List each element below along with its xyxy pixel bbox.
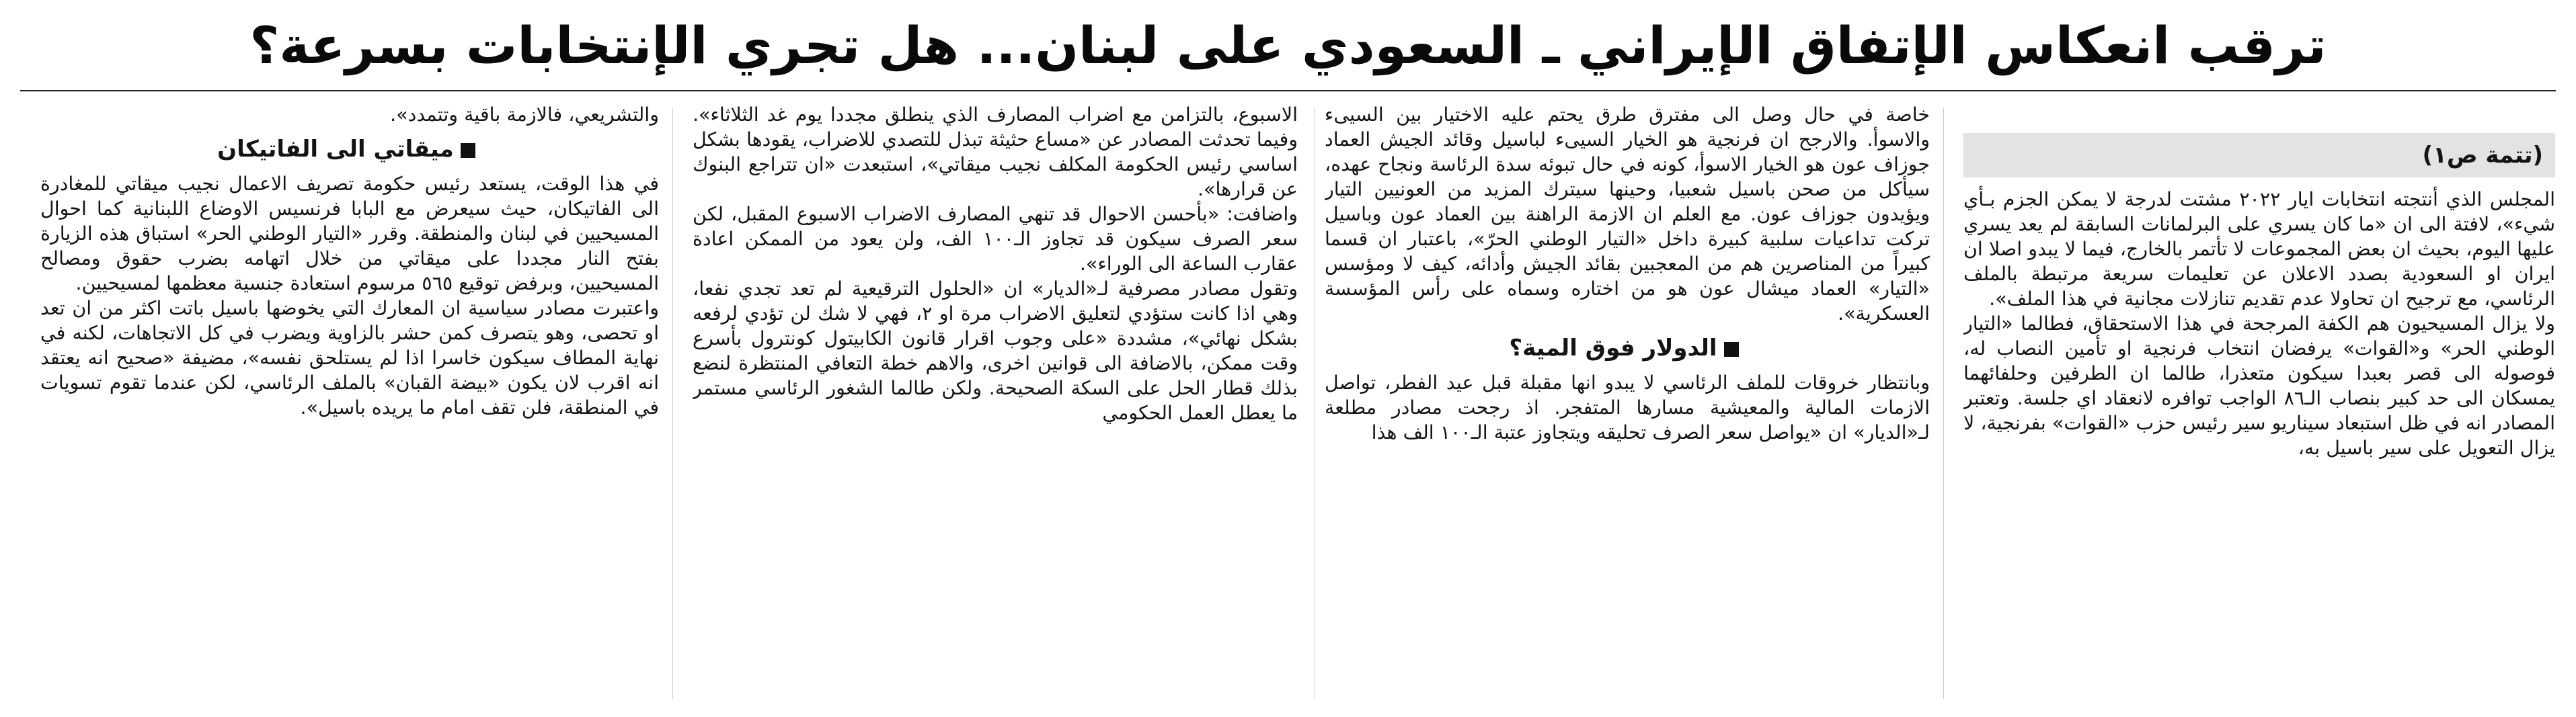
paragraph: الاسبوع، بالتزامن مع اضراب المصارف الذي ينطلق مجددا يوم غد الثلاثاء». وفيما تحدثت المصادر عن «مساع حثيثة تبذل للتصدي للاضراب، يقودها بشكل اساسي رئيس الحكومة المكلف نجيب ميقاتي»، استبعدت «ان تتراجع البنوك عن قرارها». (693, 103, 1298, 200)
article-column-3 (693, 102, 1298, 710)
paragraph: واعتبرت مصادر سياسية ان المعارك التي يخوضها باسيل باتت اكثر من ان تعد او تحصى، وهو يتصرف كمن حشر بالزاوية ويضرب في كل الاتجاهات، لكنه في نهاية المطاف سيكون خاسرا اذا لم يستلحق نفسه»، مضيفة «صحيح انه يعتقد انه اقرب لان يكون «بيضة القبان» بالملف الرئاسي، لكن عندما تقوم تسويات في المنطقة، فلن تقف امام ما يريده باسيل». (40, 297, 659, 419)
article-column-4 (40, 102, 659, 710)
article-column-2 (1325, 102, 1930, 710)
section-heading-text: الدولار فوق المية؟ (1509, 335, 1717, 362)
section-heading (1325, 331, 1930, 365)
square-bullet-icon (1724, 342, 1739, 357)
paragraph: المجلس الذي أنتجته انتخابات ايار ٢٠٢٢ مشتت لدرجة لا يمكن الجزم بـأي شيء»، لافتة الى ان «ما كان يسري على البرلمانات السابقة لم يعد يسري عليها اليوم، بحيث ان بعض المجموعات لا تأتمر بالخارج، فيما لا يبدو اصلا ان ايران او السعودية بصدد الاعلان عن تعليمات سريعة مرتبطة بالملف الرئاسي، مع ترجيح ان تحاولا عدم تقديم تنازلات مجانية في هذا الملف». (1963, 188, 2555, 310)
section-heading-text: ميقاتي الى الفاتيكان (217, 136, 454, 163)
continued-label: (تتمة ص١) (1963, 133, 2555, 177)
headline: ترقب انعكاس الإتفاق الإيراني ـ السعودي على لبنان... هل تجري الإنتخابات بسرعة؟ (249, 15, 2327, 75)
square-bullet-icon (461, 143, 475, 158)
paragraph: واضافت: «بأحسن الاحوال قد تنهي المصارف الاضراب الاسبوع المقبل، لكن سعر الصرف سيكون قد تجاوز الـ١٠٠ الف، ولن يعود من الممكن اعادة عقارب الساعة الى الوراء». (693, 203, 1298, 275)
paragraph: ولا يزال المسيحيون هم الكفة المرجحة في هذا الاستحقاق، فطالما «التيار الوطني الحر» و«القوات» يرفضان انتخاب فرنجية او تأمين النصاب له، فوصوله الى قصر بعبدا سيكون متعذرا، طالما ان الطرفين وحلفائهما يمسكان الى حد كبير بنصاب الـ٨٦ الواجب توافره لانعقاد اي جلسة. وتعتبر المصادر انه في ظل استبعاد سيناريو سير رئيس حزب «القوات» بفرنجية، لا يزال التعويل على سير باسيل به، (1963, 312, 2555, 459)
headline-rule (20, 90, 2556, 91)
paragraph: في هذا الوقت، يستعد رئيس حكومة تصريف الاعمال نجيب ميقاتي للمغادرة الى الفاتيكان، حيث سيعرض مع البابا فرنسيس الاوضاع اللبنانية كما احوال المسيحيين في لبنان والمنطقة. وقرر «التيار الوطني الحر» استباق هذه الزيارة بفتح النار مجددا على ميقاتي من خلال اتهامه بضرب حقوق ومصالح المسيحيين، وبرفض توقيع ٥٦٥ مرسوم استعادة جنسية معظمها لمسيحيين. (40, 173, 659, 294)
article-column-1 (1963, 102, 2555, 710)
section-heading (40, 132, 659, 166)
article-body (27, 102, 2555, 710)
paragraph: والتشريعي، فالازمة باقية وتتمدد». (390, 103, 659, 126)
paragraph: وتقول مصادر مصرفية لـ«الديار» ان «الحلول الترقيعية لم تعد تجدي نفعا، وهي اذا كانت ستؤدي لتعليق الاضراب مرة او ٢، فهي لا شك لن تؤدي لرفعه بشكل نهائي»، مشددة «على وجوب اقرار قانون الكابيتول كونترول بأسرع وقت ممكن، بالاضافة الى قوانين اخرى، والاهم خطة التعافي المنتظرة لنضع بذلك قطار الحل على السكة الصحيحة. ولكن طالما الشغور الرئاسي مستمر ما يعطل العمل الحكومي (693, 278, 1298, 424)
paragraph: وبانتظار خروقات للملف الرئاسي لا يبدو انها مقبلة قبل عيد الفطر، تواصل الازمات المالية والمعيشية مسارها المتفجر. اذ رجحت مصادر مطلعة لـ«الديار» ان «يواصل سعر الصرف تحليقه ويتجاوز عتبة الـ١٠٠ الف هذا (1325, 372, 1930, 444)
paragraph: خاصة في حال وصل الى مفترق طرق يحتم عليه الاختيار بين السيىء والاسوأ. والارجح ان فرنجية هو الخيار السيىء لباسيل وقائد الجيش العماد جوزاف عون هو الخيار الاسوأ، كونه في حال تبوئه سدة الرئاسة ونجاح عهده، سيأكل من صحن باسيل شعبيا، وحينها سيترك المزيد من العونيين التيار ويؤيدون جوزاف عون. مع العلم ان الازمة الراهنة بين العماد عون وباسيل تركت تداعيات سلبية كبيرة داخل «التيار الوطني الحرّ»، باعتبار ان قسما كبيراً من المناصرين هم من المعجبين بقائد الجيش وأدائه، كيف لا ومؤسس «التيار» العماد ميشال عون هو من اختاره وسماه على رأس المؤسسة العسكرية». (1325, 103, 1930, 325)
